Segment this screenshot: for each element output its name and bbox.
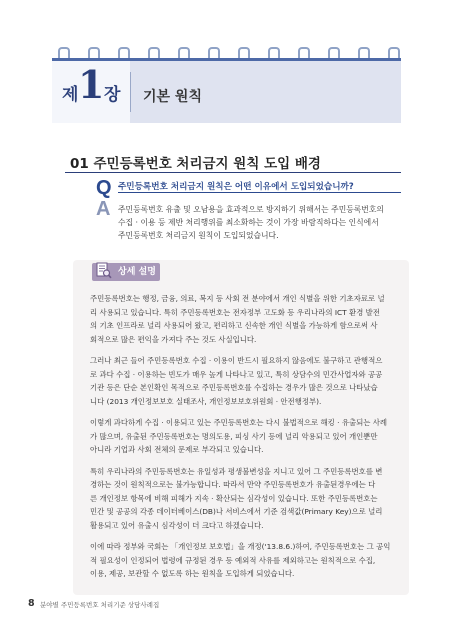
chapter-title: 기본 원칙 bbox=[143, 89, 202, 105]
body-line: 회적으로 많은 편익을 가져다 주는 것도 사실입니다. bbox=[90, 334, 257, 344]
answer-marker: A bbox=[96, 198, 111, 220]
body-line: 경하는 것이 원칙적으로는 불가능합니다. 따라서 만약 주민등록번호가 유출된경우에는 다 bbox=[90, 480, 376, 489]
answer-text bbox=[118, 203, 401, 242]
paragraph bbox=[90, 540, 405, 581]
body-line: 이용, 제공, 보관할 수 없도록 하는 원칙을 도입하게 되었습니다. bbox=[90, 569, 295, 578]
body-line: 주민등록번호는 행정, 금융, 의료, 복지 등 사회 전 분야에서 개인 식별을 위한 기초자료로 널 bbox=[90, 294, 385, 303]
body-line: 민간 및 공공의 각종 데이터베이스(DB)나 서비스에서 기준 검색값(Primary Key)으로 널리 bbox=[90, 507, 383, 516]
body-line: 리 사용되고 있습니다. 특히 주민등록번호는 전자정부 고도화 등 우리나라의 ICT 환경 발전 bbox=[90, 307, 380, 317]
body-line: 그러나 최근 들어 주민등록번호 수집 · 이용이 반드시 필요하지 않음에도 불구하고 관행적으 bbox=[90, 356, 383, 365]
answer-line: 주민등록번호 유출 및 오남용을 효과적으로 방지하기 위해서는 주민등록번호의 bbox=[118, 205, 384, 214]
detail-label: 상세 설명 bbox=[92, 263, 160, 281]
body-line: 적 필요성이 인정되어 법령에 규정된 경우 등 예외적 사유를 제외하고는 원칙적으로 수집, bbox=[90, 555, 376, 565]
paragraph bbox=[90, 416, 405, 457]
search-document-icon bbox=[96, 262, 112, 279]
chapter-suffix: 장 bbox=[104, 85, 121, 105]
body-line: 의 기초 인프라로 널리 사용되어 왔고, 편리하고 신속한 개인 식별을 가능하게 함으로써 사 bbox=[90, 321, 378, 330]
answer-line: 주민등록번호 처리금지 원칙이 도입되었습니다. bbox=[118, 231, 279, 240]
question-marker: Q bbox=[96, 177, 112, 199]
body-line: 이렇게 과다하게 수집 · 이용되고 있는 주민등록번호는 다시 불법적으로 해킹 · 유출되는 사례 bbox=[90, 418, 388, 427]
body-line: 른 개인정보 항목에 비해 피해가 지속 · 확산되는 심각성이 있습니다. 또한 주민등록번호는 bbox=[90, 493, 378, 503]
footer-title: 분야별 주민등록번호 처리기준 상담사례집 bbox=[40, 601, 160, 609]
section-title: 01 주민등록번호 처리금지 원칙 도입 배경 bbox=[70, 156, 321, 172]
paragraph bbox=[90, 292, 405, 346]
body-line: 니다 (2013 개인정보보호 실태조사, 개인정보보호위원회 · 안전행정부). bbox=[90, 396, 322, 406]
paragraph bbox=[90, 465, 405, 533]
body-line: 가 많으며, 유출된 주민등록번호는 명의도용, 피싱 사기 등에 널리 악용되고 있어 개인뿐만 bbox=[90, 431, 378, 441]
body-line: 이에 따라 정부와 국회는 「개인정보 보호법」을 개정('13.8.6.)하여, 주민등록번호는 그 공익 bbox=[90, 542, 391, 551]
body-line: 특히 우리나라의 주민등록번호는 유일성과 평생불변성을 지니고 있어 그 주민등록번호를 변 bbox=[90, 466, 383, 476]
body-line: 로 과다 수집 · 이용하는 빈도가 매우 높게 나타나고 있고, 특히 상담수의 민간사업자와 공공 bbox=[90, 369, 383, 379]
section-underline bbox=[65, 172, 401, 173]
body-line: 기관 등은 단순 본인확인 목적으로 주민등록번호를 수집하는 경우가 많은 것으로 나타났습 bbox=[90, 383, 378, 392]
paragraph bbox=[90, 354, 405, 408]
answer-line: 수집 · 이용 등 제반 처리행위를 최소화하는 것이 가장 바람직하다는 인식에서 bbox=[118, 218, 379, 227]
chapter-prefix: 제 bbox=[62, 85, 79, 105]
chapter-divider bbox=[130, 72, 131, 112]
page-number: 8 bbox=[28, 598, 35, 609]
question-underline bbox=[118, 192, 401, 193]
body-line: 아니라 기업과 사회 전체의 문제로 부각되고 있습니다. bbox=[90, 445, 264, 454]
question-text: 주민등록번호 처리금지 원칙은 어떤 이유에서 도입되었습니까? bbox=[118, 182, 354, 192]
chapter-number: 1 bbox=[78, 62, 105, 107]
body-line: 활용되고 있어 유출시 심각성이 더 크다고 하겠습니다. bbox=[90, 520, 264, 530]
detail-body bbox=[90, 292, 405, 581]
